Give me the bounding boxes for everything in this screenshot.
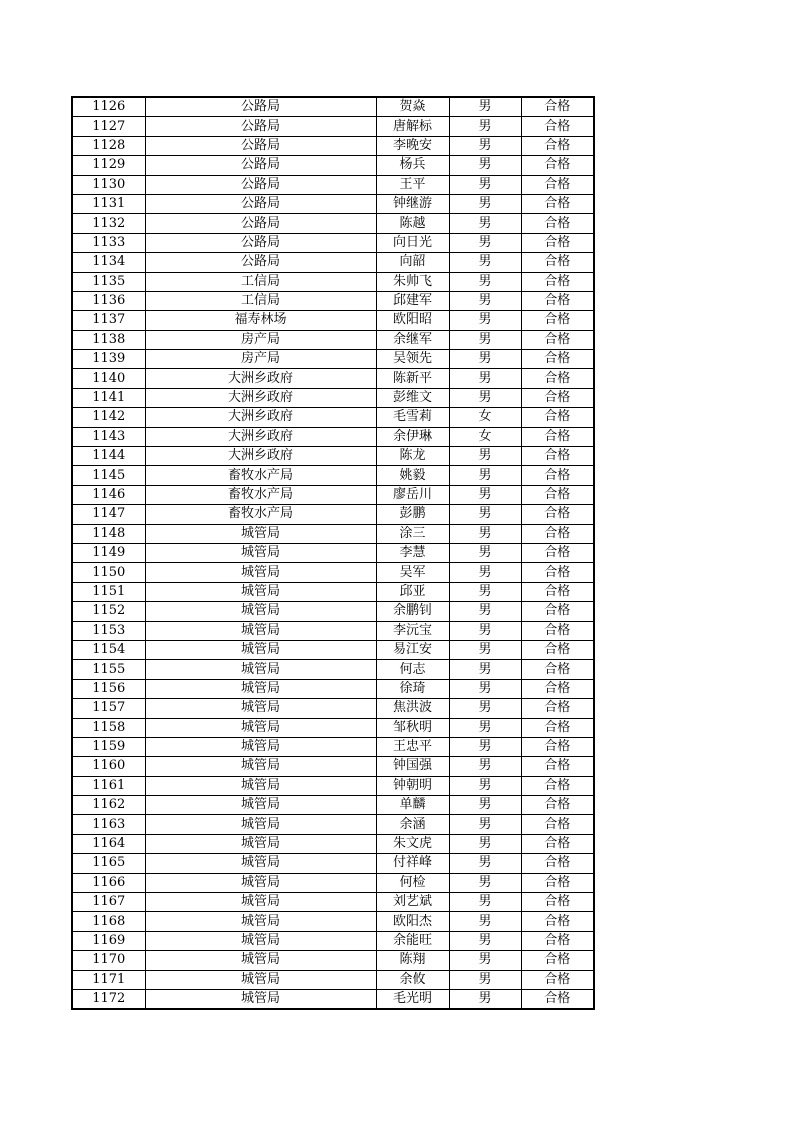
gender-cell: 男 bbox=[449, 989, 521, 1009]
gender-cell: 男 bbox=[449, 233, 521, 252]
table-row bbox=[72, 970, 594, 989]
table-row bbox=[72, 233, 594, 252]
result-cell: 合格 bbox=[521, 291, 594, 310]
result-cell: 合格 bbox=[521, 776, 594, 795]
name-cell: 欧阳昭 bbox=[376, 311, 449, 330]
table-row bbox=[72, 757, 594, 776]
gender-cell: 男 bbox=[449, 505, 521, 524]
table-row bbox=[72, 117, 594, 136]
department-cell: 城管局 bbox=[145, 563, 376, 582]
table-row bbox=[72, 951, 594, 970]
table-row bbox=[72, 563, 594, 582]
result-cell: 合格 bbox=[521, 854, 594, 873]
department-cell: 城管局 bbox=[145, 524, 376, 543]
table-row bbox=[72, 679, 594, 698]
table-row bbox=[72, 485, 594, 504]
gender-cell: 男 bbox=[449, 272, 521, 291]
gender-cell: 男 bbox=[449, 291, 521, 310]
result-cell: 合格 bbox=[521, 543, 594, 562]
row-number: 1153 bbox=[72, 621, 145, 640]
name-cell: 向日光 bbox=[376, 233, 449, 252]
row-number: 1162 bbox=[72, 796, 145, 815]
department-cell: 大洲乡政府 bbox=[145, 388, 376, 407]
name-cell: 贺焱 bbox=[376, 97, 449, 117]
table-row bbox=[72, 873, 594, 892]
name-cell: 朱文虎 bbox=[376, 834, 449, 853]
gender-cell: 男 bbox=[449, 136, 521, 155]
name-cell: 涂三 bbox=[376, 524, 449, 543]
result-cell: 合格 bbox=[521, 175, 594, 194]
gender-cell: 男 bbox=[449, 621, 521, 640]
table-row bbox=[72, 660, 594, 679]
table-row bbox=[72, 97, 594, 117]
department-cell: 城管局 bbox=[145, 854, 376, 873]
gender-cell: 男 bbox=[449, 447, 521, 466]
name-cell: 毛光明 bbox=[376, 989, 449, 1009]
name-cell: 邱亚 bbox=[376, 582, 449, 601]
result-cell: 合格 bbox=[521, 156, 594, 175]
department-cell: 公路局 bbox=[145, 194, 376, 213]
department-cell: 工信局 bbox=[145, 272, 376, 291]
result-cell: 合格 bbox=[521, 621, 594, 640]
name-cell: 焦洪波 bbox=[376, 699, 449, 718]
gender-cell: 男 bbox=[449, 931, 521, 950]
department-cell: 工信局 bbox=[145, 291, 376, 310]
department-cell: 城管局 bbox=[145, 582, 376, 601]
result-cell: 合格 bbox=[521, 679, 594, 698]
gender-cell: 男 bbox=[449, 582, 521, 601]
department-cell: 大洲乡政府 bbox=[145, 447, 376, 466]
table-row bbox=[72, 699, 594, 718]
gender-cell: 男 bbox=[449, 951, 521, 970]
table-row bbox=[72, 834, 594, 853]
name-cell: 杨兵 bbox=[376, 156, 449, 175]
row-number: 1147 bbox=[72, 505, 145, 524]
table-row bbox=[72, 194, 594, 213]
gender-cell: 男 bbox=[449, 369, 521, 388]
department-cell: 城管局 bbox=[145, 602, 376, 621]
gender-cell: 男 bbox=[449, 466, 521, 485]
row-number: 1132 bbox=[72, 214, 145, 233]
gender-cell: 男 bbox=[449, 175, 521, 194]
department-cell: 城管局 bbox=[145, 660, 376, 679]
name-cell: 邹秋明 bbox=[376, 718, 449, 737]
department-cell: 城管局 bbox=[145, 989, 376, 1009]
name-cell: 李慧 bbox=[376, 543, 449, 562]
name-cell: 何志 bbox=[376, 660, 449, 679]
result-cell: 合格 bbox=[521, 505, 594, 524]
name-cell: 朱帅飞 bbox=[376, 272, 449, 291]
table-row bbox=[72, 330, 594, 349]
row-number: 1156 bbox=[72, 679, 145, 698]
department-cell: 城管局 bbox=[145, 834, 376, 853]
name-cell: 余鹏钊 bbox=[376, 602, 449, 621]
result-cell: 合格 bbox=[521, 388, 594, 407]
name-cell: 王忠平 bbox=[376, 737, 449, 756]
result-cell: 合格 bbox=[521, 485, 594, 504]
department-cell: 公路局 bbox=[145, 117, 376, 136]
result-cell: 合格 bbox=[521, 214, 594, 233]
table-row bbox=[72, 214, 594, 233]
department-cell: 公路局 bbox=[145, 214, 376, 233]
name-cell: 付祥峰 bbox=[376, 854, 449, 873]
row-number: 1148 bbox=[72, 524, 145, 543]
row-number: 1131 bbox=[72, 194, 145, 213]
name-cell: 余涵 bbox=[376, 815, 449, 834]
department-cell: 城管局 bbox=[145, 970, 376, 989]
table-row bbox=[72, 466, 594, 485]
department-cell: 公路局 bbox=[145, 97, 376, 117]
gender-cell: 男 bbox=[449, 718, 521, 737]
name-cell: 姚毅 bbox=[376, 466, 449, 485]
row-number: 1169 bbox=[72, 931, 145, 950]
name-cell: 余伊琳 bbox=[376, 427, 449, 446]
gender-cell: 男 bbox=[449, 253, 521, 272]
gender-cell: 男 bbox=[449, 485, 521, 504]
result-cell: 合格 bbox=[521, 408, 594, 427]
name-cell: 钟继游 bbox=[376, 194, 449, 213]
row-number: 1126 bbox=[72, 97, 145, 117]
table-row bbox=[72, 621, 594, 640]
table-row bbox=[72, 427, 594, 446]
result-cell: 合格 bbox=[521, 194, 594, 213]
row-number: 1129 bbox=[72, 156, 145, 175]
gender-cell: 男 bbox=[449, 737, 521, 756]
department-cell: 城管局 bbox=[145, 718, 376, 737]
department-cell: 公路局 bbox=[145, 233, 376, 252]
row-number: 1159 bbox=[72, 737, 145, 756]
row-number: 1152 bbox=[72, 602, 145, 621]
row-number: 1130 bbox=[72, 175, 145, 194]
row-number: 1154 bbox=[72, 640, 145, 659]
department-cell: 畜牧水产局 bbox=[145, 505, 376, 524]
row-number: 1140 bbox=[72, 369, 145, 388]
table-row bbox=[72, 893, 594, 912]
department-cell: 公路局 bbox=[145, 136, 376, 155]
department-cell: 城管局 bbox=[145, 873, 376, 892]
row-number: 1160 bbox=[72, 757, 145, 776]
row-number: 1172 bbox=[72, 989, 145, 1009]
row-number: 1128 bbox=[72, 136, 145, 155]
roster-table bbox=[71, 96, 595, 1010]
table-row bbox=[72, 253, 594, 272]
table-row bbox=[72, 136, 594, 155]
row-number: 1170 bbox=[72, 951, 145, 970]
row-number: 1168 bbox=[72, 912, 145, 931]
name-cell: 余继军 bbox=[376, 330, 449, 349]
result-cell: 合格 bbox=[521, 253, 594, 272]
row-number: 1165 bbox=[72, 854, 145, 873]
table-row bbox=[72, 175, 594, 194]
gender-cell: 男 bbox=[449, 97, 521, 117]
department-cell: 城管局 bbox=[145, 543, 376, 562]
gender-cell: 男 bbox=[449, 156, 521, 175]
result-cell: 合格 bbox=[521, 873, 594, 892]
department-cell: 畜牧水产局 bbox=[145, 485, 376, 504]
result-cell: 合格 bbox=[521, 233, 594, 252]
gender-cell: 女 bbox=[449, 408, 521, 427]
roster-body bbox=[72, 97, 594, 1009]
table-row bbox=[72, 815, 594, 834]
row-number: 1144 bbox=[72, 447, 145, 466]
table-row bbox=[72, 505, 594, 524]
result-cell: 合格 bbox=[521, 931, 594, 950]
gender-cell: 男 bbox=[449, 679, 521, 698]
name-cell: 余攸 bbox=[376, 970, 449, 989]
row-number: 1136 bbox=[72, 291, 145, 310]
gender-cell: 男 bbox=[449, 970, 521, 989]
result-cell: 合格 bbox=[521, 970, 594, 989]
row-number: 1155 bbox=[72, 660, 145, 679]
department-cell: 公路局 bbox=[145, 253, 376, 272]
gender-cell: 男 bbox=[449, 524, 521, 543]
gender-cell: 男 bbox=[449, 311, 521, 330]
row-number: 1145 bbox=[72, 466, 145, 485]
result-cell: 合格 bbox=[521, 796, 594, 815]
name-cell: 吴军 bbox=[376, 563, 449, 582]
result-cell: 合格 bbox=[521, 989, 594, 1009]
result-cell: 合格 bbox=[521, 718, 594, 737]
gender-cell: 女 bbox=[449, 427, 521, 446]
row-number: 1141 bbox=[72, 388, 145, 407]
gender-cell: 男 bbox=[449, 854, 521, 873]
gender-cell: 男 bbox=[449, 194, 521, 213]
department-cell: 城管局 bbox=[145, 893, 376, 912]
result-cell: 合格 bbox=[521, 737, 594, 756]
department-cell: 城管局 bbox=[145, 796, 376, 815]
row-number: 1127 bbox=[72, 117, 145, 136]
name-cell: 陈翔 bbox=[376, 951, 449, 970]
department-cell: 城管局 bbox=[145, 621, 376, 640]
table-row bbox=[72, 582, 594, 601]
result-cell: 合格 bbox=[521, 951, 594, 970]
name-cell: 刘艺斌 bbox=[376, 893, 449, 912]
row-number: 1157 bbox=[72, 699, 145, 718]
result-cell: 合格 bbox=[521, 136, 594, 155]
result-cell: 合格 bbox=[521, 97, 594, 117]
row-number: 1161 bbox=[72, 776, 145, 795]
row-number: 1143 bbox=[72, 427, 145, 446]
gender-cell: 男 bbox=[449, 834, 521, 853]
name-cell: 吴领先 bbox=[376, 350, 449, 369]
row-number: 1150 bbox=[72, 563, 145, 582]
department-cell: 城管局 bbox=[145, 699, 376, 718]
row-number: 1133 bbox=[72, 233, 145, 252]
result-cell: 合格 bbox=[521, 330, 594, 349]
result-cell: 合格 bbox=[521, 834, 594, 853]
result-cell: 合格 bbox=[521, 369, 594, 388]
gender-cell: 男 bbox=[449, 893, 521, 912]
result-cell: 合格 bbox=[521, 582, 594, 601]
row-number: 1149 bbox=[72, 543, 145, 562]
table-row bbox=[72, 796, 594, 815]
name-cell: 欧阳杰 bbox=[376, 912, 449, 931]
table-row bbox=[72, 369, 594, 388]
gender-cell: 男 bbox=[449, 214, 521, 233]
table-row bbox=[72, 388, 594, 407]
department-cell: 城管局 bbox=[145, 951, 376, 970]
row-number: 1137 bbox=[72, 311, 145, 330]
name-cell: 李沅宝 bbox=[376, 621, 449, 640]
result-cell: 合格 bbox=[521, 640, 594, 659]
result-cell: 合格 bbox=[521, 757, 594, 776]
department-cell: 公路局 bbox=[145, 175, 376, 194]
table-row bbox=[72, 602, 594, 621]
row-number: 1151 bbox=[72, 582, 145, 601]
department-cell: 城管局 bbox=[145, 679, 376, 698]
department-cell: 公路局 bbox=[145, 156, 376, 175]
result-cell: 合格 bbox=[521, 311, 594, 330]
department-cell: 大洲乡政府 bbox=[145, 427, 376, 446]
department-cell: 城管局 bbox=[145, 640, 376, 659]
result-cell: 合格 bbox=[521, 427, 594, 446]
table-row bbox=[72, 718, 594, 737]
gender-cell: 男 bbox=[449, 699, 521, 718]
table-row bbox=[72, 854, 594, 873]
result-cell: 合格 bbox=[521, 350, 594, 369]
result-cell: 合格 bbox=[521, 272, 594, 291]
row-number: 1163 bbox=[72, 815, 145, 834]
table-row bbox=[72, 447, 594, 466]
name-cell: 单麟 bbox=[376, 796, 449, 815]
result-cell: 合格 bbox=[521, 660, 594, 679]
name-cell: 唐解标 bbox=[376, 117, 449, 136]
name-cell: 邱建军 bbox=[376, 291, 449, 310]
table-row bbox=[72, 912, 594, 931]
name-cell: 何检 bbox=[376, 873, 449, 892]
table-row bbox=[72, 737, 594, 756]
name-cell: 陈龙 bbox=[376, 447, 449, 466]
table-row bbox=[72, 640, 594, 659]
gender-cell: 男 bbox=[449, 602, 521, 621]
table-row bbox=[72, 543, 594, 562]
gender-cell: 男 bbox=[449, 815, 521, 834]
table-row bbox=[72, 524, 594, 543]
gender-cell: 男 bbox=[449, 796, 521, 815]
result-cell: 合格 bbox=[521, 117, 594, 136]
name-cell: 余能旺 bbox=[376, 931, 449, 950]
gender-cell: 男 bbox=[449, 912, 521, 931]
gender-cell: 男 bbox=[449, 350, 521, 369]
department-cell: 城管局 bbox=[145, 757, 376, 776]
gender-cell: 男 bbox=[449, 563, 521, 582]
result-cell: 合格 bbox=[521, 524, 594, 543]
name-cell: 钟国强 bbox=[376, 757, 449, 776]
name-cell: 陈新平 bbox=[376, 369, 449, 388]
name-cell: 彭维文 bbox=[376, 388, 449, 407]
department-cell: 城管局 bbox=[145, 737, 376, 756]
result-cell: 合格 bbox=[521, 602, 594, 621]
department-cell: 城管局 bbox=[145, 912, 376, 931]
table-row bbox=[72, 989, 594, 1009]
row-number: 1135 bbox=[72, 272, 145, 291]
name-cell: 王平 bbox=[376, 175, 449, 194]
name-cell: 易江安 bbox=[376, 640, 449, 659]
result-cell: 合格 bbox=[521, 466, 594, 485]
gender-cell: 男 bbox=[449, 757, 521, 776]
row-number: 1134 bbox=[72, 253, 145, 272]
name-cell: 彭鹏 bbox=[376, 505, 449, 524]
result-cell: 合格 bbox=[521, 893, 594, 912]
table-row bbox=[72, 931, 594, 950]
name-cell: 钟朝明 bbox=[376, 776, 449, 795]
name-cell: 李晚安 bbox=[376, 136, 449, 155]
result-cell: 合格 bbox=[521, 912, 594, 931]
name-cell: 廖岳川 bbox=[376, 485, 449, 504]
row-number: 1167 bbox=[72, 893, 145, 912]
department-cell: 房产局 bbox=[145, 350, 376, 369]
gender-cell: 男 bbox=[449, 873, 521, 892]
name-cell: 徐琦 bbox=[376, 679, 449, 698]
table-row bbox=[72, 776, 594, 795]
row-number: 1164 bbox=[72, 834, 145, 853]
table-row bbox=[72, 350, 594, 369]
department-cell: 大洲乡政府 bbox=[145, 408, 376, 427]
result-cell: 合格 bbox=[521, 563, 594, 582]
gender-cell: 男 bbox=[449, 640, 521, 659]
row-number: 1158 bbox=[72, 718, 145, 737]
gender-cell: 男 bbox=[449, 117, 521, 136]
table-row bbox=[72, 311, 594, 330]
table-row bbox=[72, 156, 594, 175]
gender-cell: 男 bbox=[449, 660, 521, 679]
department-cell: 房产局 bbox=[145, 330, 376, 349]
result-cell: 合格 bbox=[521, 815, 594, 834]
row-number: 1142 bbox=[72, 408, 145, 427]
name-cell: 向韶 bbox=[376, 253, 449, 272]
table-row bbox=[72, 272, 594, 291]
name-cell: 陈越 bbox=[376, 214, 449, 233]
row-number: 1166 bbox=[72, 873, 145, 892]
department-cell: 畜牧水产局 bbox=[145, 466, 376, 485]
gender-cell: 男 bbox=[449, 330, 521, 349]
department-cell: 大洲乡政府 bbox=[145, 369, 376, 388]
department-cell: 城管局 bbox=[145, 931, 376, 950]
row-number: 1138 bbox=[72, 330, 145, 349]
table-row bbox=[72, 408, 594, 427]
result-cell: 合格 bbox=[521, 699, 594, 718]
department-cell: 城管局 bbox=[145, 776, 376, 795]
row-number: 1139 bbox=[72, 350, 145, 369]
result-cell: 合格 bbox=[521, 447, 594, 466]
gender-cell: 男 bbox=[449, 388, 521, 407]
gender-cell: 男 bbox=[449, 776, 521, 795]
department-cell: 福寿林场 bbox=[145, 311, 376, 330]
gender-cell: 男 bbox=[449, 543, 521, 562]
row-number: 1146 bbox=[72, 485, 145, 504]
department-cell: 城管局 bbox=[145, 815, 376, 834]
row-number: 1171 bbox=[72, 970, 145, 989]
table-row bbox=[72, 291, 594, 310]
name-cell: 毛雪莉 bbox=[376, 408, 449, 427]
